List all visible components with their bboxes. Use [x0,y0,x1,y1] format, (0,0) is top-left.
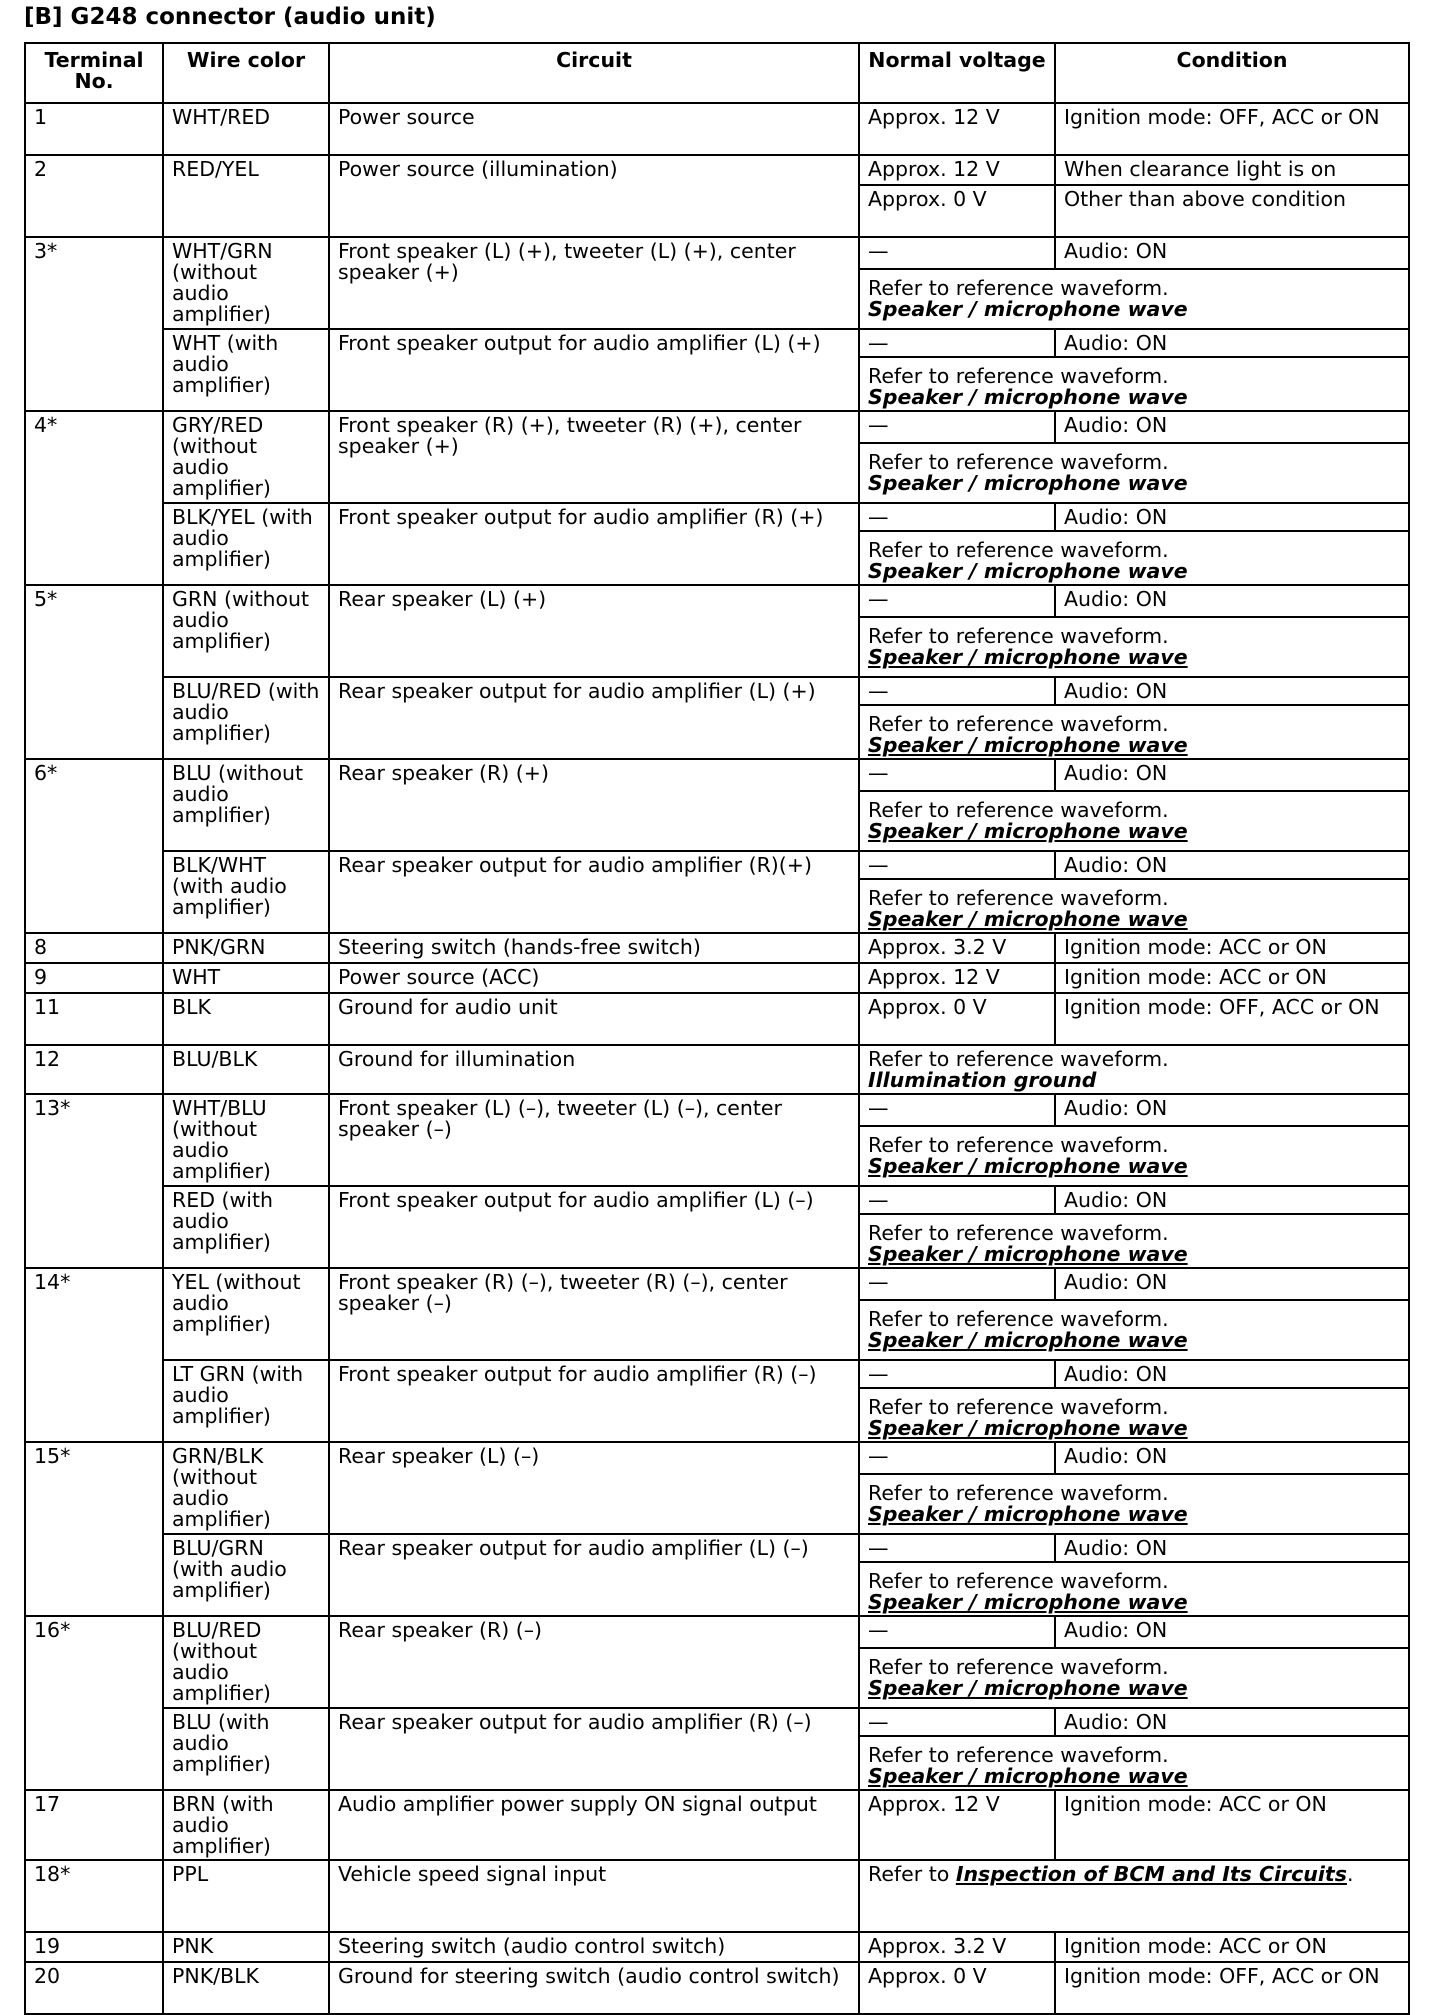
condition: Ignition mode: OFF, ACC or ON [1056,1963,1410,2015]
condition: When clearance light is on [1056,156,1410,186]
waveform-name: Speaker / microphone wave [868,559,1188,583]
condition: Audio: ON [1056,1535,1410,1563]
circuit: Rear speaker output for audio amplifier (R) (–) [330,1709,860,1791]
condition: Audio: ON [1056,1617,1410,1649]
wire-color: YEL (without audio amplifier) [164,1269,330,1361]
waveform-name: Speaker / microphone wave [868,385,1188,409]
normal-voltage: — [860,852,1056,880]
circuit: Vehicle speed signal input [330,1861,860,1933]
normal-voltage: Approx. 12 V [860,1791,1056,1861]
condition: Audio: ON [1056,504,1410,532]
wire-color: BLK/YEL (with audio amplifier) [164,504,330,586]
normal-voltage: — [860,1617,1056,1649]
waveform-refer-text: Refer to reference waveform. [868,1307,1169,1331]
waveform-link[interactable]: Speaker / microphone wave [868,907,1188,931]
condition: Audio: ON [1056,852,1410,880]
waveform-reference [860,1389,1410,1443]
waveform-reference [860,1301,1410,1361]
table-row [26,104,1410,156]
table-row [26,678,1410,706]
condition: Audio: ON [1056,1269,1410,1301]
terminal-no: 14* [26,1269,164,1443]
table-row [26,1617,1410,1649]
wire-color: PPL [164,1861,330,1933]
circuit: Audio amplifier power supply ON signal output [330,1791,860,1861]
wire-color: BLK [164,994,330,1046]
circuit: Ground for steering switch (audio control switch) [330,1963,860,2015]
terminal-no: 16* [26,1617,164,1791]
header-wire-color: Wire color [164,44,330,104]
waveform-reference [860,880,1410,934]
terminal-no: 11 [26,994,164,1046]
waveform-refer-text: Refer to reference waveform. [868,538,1169,562]
table-row [26,1963,1410,2015]
waveform-reference [860,792,1410,852]
terminal-no: 5* [26,586,164,760]
condition: Ignition mode: OFF, ACC or ON [1056,104,1410,156]
circuit: Front speaker output for audio amplifier (L) (–) [330,1187,860,1269]
terminal-no: 20 [26,1963,164,2015]
waveform-refer-text: Refer to reference waveform. [868,624,1169,648]
condition: Audio: ON [1056,1187,1410,1215]
connector-pin-table [24,42,1410,2015]
waveform-name: Illumination ground [868,1068,1097,1092]
circuit: Front speaker (L) (+), tweeter (L) (+), center speaker (+) [330,238,860,330]
wire-color: BLU/BLK [164,1046,330,1095]
condition: Audio: ON [1056,760,1410,792]
waveform-link[interactable]: Speaker / microphone wave [868,1676,1188,1700]
waveform-reference [860,444,1410,504]
circuit: Front speaker (R) (–), tweeter (R) (–), center speaker (–) [330,1269,860,1361]
condition: Other than above condition [1056,186,1410,238]
normal-voltage: — [860,760,1056,792]
wire-color: BRN (with audio amplifier) [164,1791,330,1861]
waveform-reference [860,1563,1410,1617]
condition: Audio: ON [1056,1361,1410,1389]
circuit: Rear speaker output for audio amplifier (L) (+) [330,678,860,760]
table-row [26,1269,1410,1301]
circuit: Rear speaker (R) (+) [330,760,860,852]
waveform-name: Speaker / microphone wave [868,471,1188,495]
wire-color: BLU (without audio amplifier) [164,760,330,852]
wire-color: WHT (with audio amplifier) [164,330,330,412]
waveform-refer-text: Refer to reference waveform. [868,1395,1169,1419]
waveform-refer-text: Refer to reference waveform. [868,1743,1169,1767]
waveform-refer-text: Refer to reference waveform. [868,1221,1169,1245]
terminal-no: 6* [26,760,164,934]
refer-to-text: Refer to [868,1862,950,1886]
normal-voltage: — [860,330,1056,358]
waveform-reference [860,1127,1410,1187]
table-row [26,994,1410,1046]
waveform-reference [860,1046,1410,1095]
terminal-no: 4* [26,412,164,586]
waveform-refer-text: Refer to reference waveform. [868,886,1169,910]
inspection-bcm-link[interactable]: Inspection of BCM and Its Circuits [955,1862,1347,1886]
table-body [26,104,1410,2015]
circuit: Front speaker (L) (–), tweeter (L) (–), center speaker (–) [330,1095,860,1187]
table-row [26,760,1410,792]
condition: Ignition mode: OFF, ACC or ON [1056,994,1410,1046]
normal-voltage: Approx. 3.2 V [860,934,1056,964]
terminal-no: 17 [26,1791,164,1861]
circuit: Rear speaker (L) (+) [330,586,860,678]
normal-voltage: Approx. 12 V [860,104,1056,156]
waveform-refer-text: Refer to reference waveform. [868,1047,1169,1071]
waveform-link[interactable]: Speaker / microphone wave [868,1328,1188,1352]
wire-color: RED (with audio amplifier) [164,1187,330,1269]
normal-voltage: — [860,504,1056,532]
circuit: Front speaker output for audio amplifier (R) (+) [330,504,860,586]
terminal-no: 8 [26,934,164,964]
table-row [26,412,1410,444]
terminal-no: 19 [26,1933,164,1963]
circuit: Rear speaker (R) (–) [330,1617,860,1709]
waveform-reference [860,706,1410,760]
wire-color: WHT/BLU (without audio amplifier) [164,1095,330,1187]
condition: Ignition mode: ACC or ON [1056,1791,1410,1861]
table-row [26,330,1410,358]
header-circuit: Circuit [330,44,860,104]
circuit: Front speaker output for audio amplifier (R) (–) [330,1361,860,1443]
normal-voltage: — [860,1269,1056,1301]
normal-voltage: — [860,1709,1056,1737]
table-row [26,504,1410,532]
circuit: Steering switch (hands-free switch) [330,934,860,964]
terminal-no: 18* [26,1861,164,1933]
terminal-no: 15* [26,1443,164,1617]
wire-color: GRN (without audio amplifier) [164,586,330,678]
table-row [26,586,1410,618]
condition: Audio: ON [1056,1709,1410,1737]
waveform-refer-text: Refer to reference waveform. [868,1133,1169,1157]
normal-voltage: — [860,678,1056,706]
waveform-reference [860,1215,1410,1269]
waveform-reference [860,618,1410,678]
header-condition: Condition [1056,44,1410,104]
terminal-no: 13* [26,1095,164,1269]
table-row [26,1046,1410,1095]
normal-voltage: Approx. 0 V [860,994,1056,1046]
waveform-refer-text: Refer to reference waveform. [868,450,1169,474]
circuit: Power source [330,104,860,156]
table-row [26,1187,1410,1215]
wire-color: WHT/GRN (without audio amplifier) [164,238,330,330]
wire-color: GRN/BLK (without audio amplifier) [164,1443,330,1535]
normal-voltage: Approx. 3.2 V [860,1933,1056,1963]
table-row [26,1095,1410,1127]
header-normal-voltage: Normal voltage [860,44,1056,104]
waveform-refer-text: Refer to reference waveform. [868,1569,1169,1593]
waveform-link[interactable]: Speaker / microphone wave [868,1502,1188,1526]
condition: Ignition mode: ACC or ON [1056,964,1410,994]
page-title: [B] G248 connector (audio unit) [24,4,436,30]
wire-color: BLU/RED (without audio amplifier) [164,1617,330,1709]
table-row [26,1535,1410,1563]
normal-voltage: Approx. 12 V [860,964,1056,994]
wire-color: WHT/RED [164,104,330,156]
header-terminal: Terminal No. [26,44,164,104]
table-row [26,1933,1410,1963]
waveform-refer-text: Refer to reference waveform. [868,712,1169,736]
condition: Audio: ON [1056,1095,1410,1127]
circuit: Ground for audio unit [330,994,860,1046]
waveform-name: Speaker / microphone wave [868,297,1188,321]
table-row [26,1361,1410,1389]
terminal-no: 12 [26,1046,164,1095]
waveform-link[interactable]: Speaker / microphone wave [868,1764,1188,1788]
table-row [26,852,1410,880]
normal-voltage: — [860,1095,1056,1127]
normal-voltage: — [860,586,1056,618]
waveform-link[interactable]: Speaker / microphone wave [868,1242,1188,1266]
wire-color: BLU/RED (with audio amplifier) [164,678,330,760]
wire-color: BLU (with audio amplifier) [164,1709,330,1791]
table-row [26,238,1410,270]
normal-voltage: — [860,1187,1056,1215]
condition: Audio: ON [1056,412,1410,444]
normal-voltage: — [860,1535,1056,1563]
waveform-link[interactable]: Speaker / microphone wave [868,1590,1188,1614]
normal-voltage: Approx. 0 V [860,1963,1056,2015]
waveform-reference [860,532,1410,586]
wire-color: LT GRN (with audio amplifier) [164,1361,330,1443]
circuit: Steering switch (audio control switch) [330,1933,860,1963]
table-row [26,934,1410,964]
waveform-refer-text: Refer to reference waveform. [868,276,1169,300]
circuit: Power source (ACC) [330,964,860,994]
waveform-link[interactable]: Speaker / microphone wave [868,1416,1188,1440]
normal-voltage: Approx. 12 V [860,156,1056,186]
condition: Audio: ON [1056,238,1410,270]
condition: Audio: ON [1056,678,1410,706]
waveform-refer-text: Refer to reference waveform. [868,1655,1169,1679]
waveform-reference [860,1649,1410,1709]
wire-color: PNK [164,1933,330,1963]
circuit: Power source (illumination) [330,156,860,238]
waveform-reference [860,1475,1410,1535]
normal-voltage: — [860,1443,1056,1475]
table-header-row [26,44,1410,104]
waveform-link[interactable]: Speaker / microphone wave [868,819,1188,843]
table-row [26,156,1410,186]
normal-voltage: — [860,238,1056,270]
circuit: Rear speaker output for audio amplifier (L) (–) [330,1535,860,1617]
table-row [26,1791,1410,1861]
condition: Ignition mode: ACC or ON [1056,1933,1410,1963]
waveform-reference [860,358,1410,412]
condition: Audio: ON [1056,1443,1410,1475]
terminal-no: 1 [26,104,164,156]
circuit: Ground for illumination [330,1046,860,1095]
waveform-refer-text: Refer to reference waveform. [868,798,1169,822]
terminal-no: 9 [26,964,164,994]
waveform-reference [860,270,1410,330]
condition: Audio: ON [1056,586,1410,618]
normal-voltage: — [860,1361,1056,1389]
condition: Audio: ON [1056,330,1410,358]
waveform-link[interactable]: Speaker / microphone wave [868,733,1188,757]
waveform-link[interactable]: Speaker / microphone wave [868,645,1188,669]
waveform-reference [860,1737,1410,1791]
waveform-refer-text: Refer to reference waveform. [868,364,1169,388]
circuit: Front speaker (R) (+), tweeter (R) (+), center speaker (+) [330,412,860,504]
normal-voltage: Approx. 0 V [860,186,1056,238]
circuit: Rear speaker output for audio amplifier (R)(+) [330,852,860,934]
period-text: . [1346,1862,1354,1886]
terminal-no: 2 [26,156,164,238]
table-row [26,964,1410,994]
table-row [26,1443,1410,1475]
wire-color: GRY/RED (without audio amplifier) [164,412,330,504]
circuit: Rear speaker (L) (–) [330,1443,860,1535]
table-row [26,1861,1410,1933]
wire-color: PNK/GRN [164,934,330,964]
wire-color: WHT [164,964,330,994]
wire-color: BLK/WHT (with audio amplifier) [164,852,330,934]
waveform-refer-text: Refer to reference waveform. [868,1481,1169,1505]
terminal-no: 3* [26,238,164,412]
circuit: Front speaker output for audio amplifier (L) (+) [330,330,860,412]
condition: Ignition mode: ACC or ON [1056,934,1410,964]
table-row [26,1709,1410,1737]
waveform-link[interactable]: Speaker / microphone wave [868,1154,1188,1178]
wire-color: PNK/BLK [164,1963,330,2015]
wire-color: RED/YEL [164,156,330,238]
wire-color: BLU/GRN (with audio amplifier) [164,1535,330,1617]
normal-voltage: — [860,412,1056,444]
inspection-reference [860,1861,1410,1933]
